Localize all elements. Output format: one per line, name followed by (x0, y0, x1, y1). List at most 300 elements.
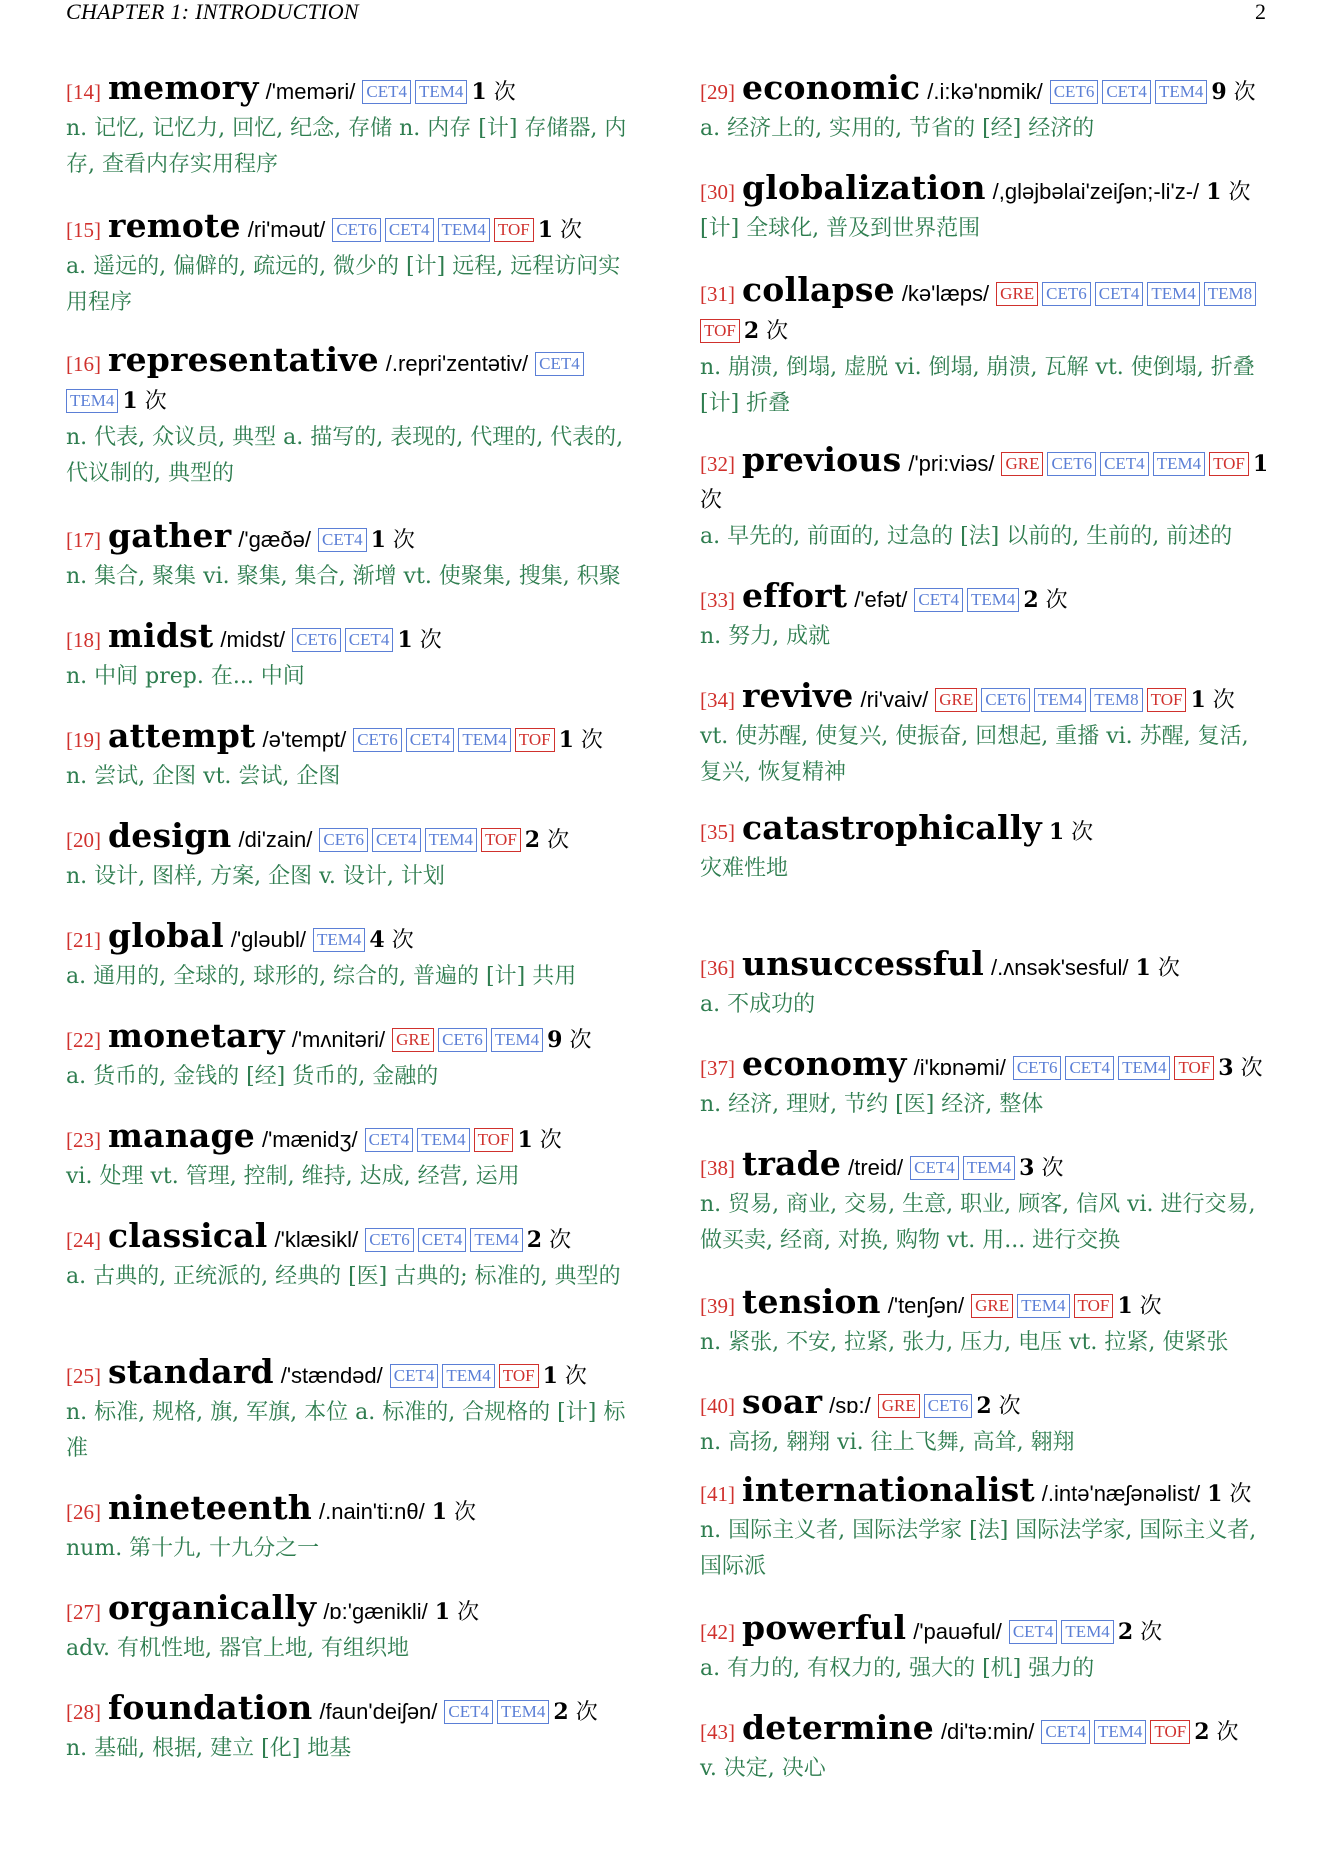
entry-headline (700, 1046, 1272, 1087)
exam-tag: TOF (1209, 452, 1249, 476)
headword: revive (742, 676, 854, 715)
definition: adv. 有机性地, 器官上地, 有组织地 (66, 1636, 409, 1661)
phonetic: /i'kɒnəmi/ (913, 1055, 1006, 1080)
exam-tag: TEM4 (470, 1228, 522, 1252)
definition: a. 不成功的 (700, 992, 816, 1017)
frequency (559, 728, 603, 753)
definition: n. 崩溃, 倒塌, 虚脱 vi. 倒塌, 崩溃, 瓦解 vt. 使倒塌, 折叠 [计] 折叠 (700, 355, 1255, 416)
frequency (1118, 1620, 1162, 1645)
headword: gather (108, 516, 232, 555)
exam-tag: TEM4 (442, 1364, 494, 1388)
entry-headline (700, 70, 1272, 111)
frequency (538, 218, 582, 243)
phonetic: /.nain'ti:nθ/ (318, 1499, 425, 1524)
exam-tag: TOF (1147, 688, 1187, 712)
headword: remote (108, 206, 241, 245)
vocab-entry (66, 1490, 638, 1567)
frequency-count: 1 (542, 1363, 558, 1389)
exam-tag: CET4 (444, 1700, 493, 1724)
frequency-unit: 次 (569, 1028, 592, 1053)
phonetic: /ə'tempt/ (262, 727, 347, 752)
frequency-count: 1 (537, 217, 554, 243)
vocab-entry (700, 442, 1272, 555)
frequency-unit: 次 (580, 728, 603, 753)
frequency-count: 1 (1117, 1293, 1133, 1319)
phonetic: /ri'vaiv/ (860, 687, 929, 712)
phonetic: /kə'læps/ (901, 281, 990, 306)
exam-tag: CET4 (362, 80, 411, 104)
vocab-entry (66, 718, 638, 795)
vocab-entry (66, 918, 638, 995)
exam-tag: TEM4 (415, 80, 467, 104)
definition: a. 遥远的, 偏僻的, 疏远的, 微少的 [计] 远程, 远程访问实用程序 (66, 254, 621, 315)
page-header (66, 0, 1266, 28)
exam-tag: TOF (515, 728, 555, 752)
exam-tag: TEM4 (425, 828, 477, 852)
exam-tag: CET4 (1102, 80, 1151, 104)
exam-tag: CET4 (345, 628, 394, 652)
vocab-entry (700, 70, 1272, 147)
frequency-unit: 次 (1139, 1294, 1162, 1319)
exam-tag: TEM4 (1061, 1620, 1113, 1644)
entry-headline (700, 442, 1272, 519)
frequency-count: 2 (743, 318, 760, 344)
frequency (1206, 180, 1250, 205)
vocab-entry (66, 1690, 638, 1767)
exam-tag: CET6 (365, 1228, 414, 1252)
entry-headline (66, 1118, 638, 1159)
headword: effort (742, 576, 848, 615)
page-number: 2 (1255, 0, 1266, 24)
frequency-unit: 次 (493, 80, 516, 105)
frequency (122, 389, 166, 414)
exam-tag: TOF (700, 319, 740, 343)
entry-index: [33] (700, 588, 735, 612)
entry-headline (700, 1284, 1272, 1325)
frequency-unit: 次 (700, 488, 723, 513)
phonetic: /ɒ:'gænikli/ (323, 1599, 428, 1624)
entry-headline (66, 208, 638, 249)
headword: powerful (742, 1608, 907, 1647)
frequency-count: 1 (471, 79, 487, 105)
frequency-unit: 次 (766, 319, 789, 344)
vocab-entry (700, 1284, 1272, 1361)
frequency-unit: 次 (1228, 180, 1251, 205)
definition: v. 决定, 决心 (700, 1756, 826, 1781)
frequency (397, 628, 441, 653)
headword: midst (108, 616, 214, 655)
frequency (369, 928, 413, 953)
phonetic: /,gləjbəlai'zeiʃən;-li'z-/ (992, 179, 1200, 204)
definition: n. 高扬, 翱翔 vi. 往上飞舞, 高耸, 翱翔 (700, 1430, 1075, 1455)
definition: a. 通用的, 全球的, 球形的, 综合的, 普遍的 [计] 共用 (66, 964, 577, 989)
vocab-entry (700, 272, 1272, 422)
frequency (435, 1600, 479, 1625)
definition: n. 国际主义者, 国际法学家 [法] 国际法学家, 国际主义者, 国际派 (700, 1518, 1257, 1579)
definition: num. 第十九, 十九分之一 (66, 1536, 320, 1561)
entry-headline (700, 170, 1272, 211)
exam-tag: GRE (971, 1294, 1013, 1318)
entry-headline (66, 342, 638, 420)
exam-tag: TEM4 (1034, 688, 1086, 712)
headword: attempt (108, 716, 256, 755)
exam-tag: TEM4 (1155, 80, 1207, 104)
headword: organically (108, 1588, 317, 1627)
entry-headline (700, 946, 1272, 987)
exam-tag: TEM4 (967, 588, 1019, 612)
frequency (976, 1394, 1020, 1419)
frequency-count: 3 (1218, 1055, 1234, 1081)
entry-index: [32] (700, 452, 735, 476)
entry-index: [28] (66, 1700, 101, 1724)
frequency (1194, 1720, 1238, 1745)
exam-tag: GRE (1001, 452, 1043, 476)
frequency-count: 1 (1190, 687, 1206, 713)
headword: previous (742, 440, 902, 479)
headword: soar (742, 1382, 823, 1421)
phonetic: /.intə'næʃənəlist/ (1041, 1481, 1201, 1506)
frequency-count: 1 (1207, 1481, 1223, 1507)
frequency-count: 2 (524, 827, 541, 853)
phonetic: /treid/ (848, 1155, 904, 1180)
frequency-unit: 次 (1045, 588, 1068, 613)
vocab-entry (66, 1218, 638, 1295)
frequency-unit: 次 (549, 1228, 572, 1253)
frequency (527, 1228, 571, 1253)
definition: n. 基础, 根据, 建立 [化] 地基 (66, 1736, 352, 1761)
exam-tag: CET6 (924, 1394, 973, 1418)
definition: 灾难性地 (700, 856, 789, 881)
frequency-count: 2 (976, 1393, 992, 1419)
frequency (553, 1700, 597, 1725)
entry-index: [19] (66, 728, 101, 752)
exam-tag: CET4 (1100, 452, 1149, 476)
entry-headline (700, 1146, 1272, 1187)
exam-tag: GRE (392, 1028, 434, 1052)
definition: n. 努力, 成就 (700, 624, 831, 649)
frequency (1019, 1156, 1063, 1181)
exam-tag: CET6 (353, 728, 402, 752)
headword: classical (108, 1216, 268, 1255)
entry-index: [18] (66, 628, 101, 652)
definition: vt. 使苏醒, 使复兴, 使振奋, 回想起, 重播 vi. 苏醒, 复活, 复兴, 恢复精神 (700, 724, 1249, 785)
exam-tag: TEM8 (1090, 688, 1142, 712)
frequency-count: 1 (517, 1127, 533, 1153)
frequency-unit: 次 (392, 528, 415, 553)
entry-headline (66, 1590, 638, 1631)
entry-headline (66, 1490, 638, 1531)
phonetic: /.ʌnsək'sesful/ (991, 955, 1129, 980)
frequency (517, 1128, 561, 1153)
definition: [计] 全球化, 普及到世界范围 (700, 216, 981, 241)
exam-tag: GRE (878, 1394, 920, 1418)
exam-tag: TOF (1150, 1720, 1190, 1744)
entry-headline (700, 810, 1272, 851)
entry-index: [25] (66, 1364, 101, 1388)
frequency-count: 2 (526, 1227, 543, 1253)
exam-tag: CET4 (910, 1156, 959, 1180)
definition: n. 贸易, 商业, 交易, 生意, 职业, 顾客, 信风 vi. 进行交易, 做买卖, 经商, 对换, 购物 vt. 用... 进行交换 (700, 1192, 1256, 1253)
exam-tag: TOF (1074, 1294, 1114, 1318)
entry-index: [36] (700, 956, 735, 980)
frequency-count: 9 (1211, 79, 1227, 105)
headword: manage (108, 1116, 255, 1155)
exam-tag: CET4 (1041, 1720, 1090, 1744)
phonetic: /'mʌnitəri/ (291, 1027, 386, 1052)
headword: monetary (108, 1016, 285, 1055)
exam-tag: TEM4 (1118, 1056, 1170, 1080)
frequency (744, 319, 788, 344)
frequency-unit: 次 (560, 218, 583, 243)
frequency-unit: 次 (539, 1128, 562, 1153)
frequency-count: 2 (553, 1699, 569, 1725)
frequency (432, 1500, 476, 1525)
entry-index: [42] (700, 1620, 735, 1644)
entry-headline (700, 272, 1272, 350)
definition: a. 早先的, 前面的, 过急的 [法] 以前的, 生前的, 前述的 (700, 524, 1233, 549)
vocab-entry (66, 518, 638, 595)
entry-index: [23] (66, 1128, 101, 1152)
frequency (471, 80, 515, 105)
exam-tag: TEM4 (963, 1156, 1015, 1180)
exam-tag: TOF (481, 828, 521, 852)
definition: a. 有力的, 有权力的, 强大的 [机] 强力的 (700, 1656, 1095, 1681)
vocab-entry (700, 1610, 1272, 1687)
frequency-count: 1 (1135, 955, 1151, 981)
phonetic: /'gæðə/ (238, 527, 311, 552)
entry-index: [27] (66, 1600, 101, 1624)
exam-tag: CET4 (365, 1128, 414, 1152)
frequency-unit: 次 (457, 1600, 480, 1625)
definition: n. 经济, 理财, 节约 [医] 经济, 整体 (700, 1092, 1044, 1117)
entry-headline (66, 518, 638, 559)
phonetic: /.i:kə'nɒmik/ (927, 79, 1043, 104)
exam-tag: TEM8 (1204, 282, 1256, 306)
phonetic: /'gləubl/ (230, 927, 306, 952)
frequency-unit: 次 (1212, 688, 1235, 713)
exam-tag: CET6 (319, 828, 368, 852)
frequency-count: 1 (1252, 451, 1269, 477)
exam-tag: TEM4 (1094, 1720, 1146, 1744)
entry-index: [38] (700, 1156, 735, 1180)
phonetic: /'meməri/ (265, 79, 356, 104)
phonetic: /'klæsikl/ (274, 1227, 359, 1252)
definition: n. 尝试, 企图 vt. 尝试, 企图 (66, 764, 341, 789)
headword: internationalist (742, 1470, 1035, 1509)
exam-tag: GRE (935, 688, 977, 712)
chapter-title: CHAPTER 1: INTRODUCTION (66, 0, 359, 24)
exam-tag: TOF (474, 1128, 514, 1152)
definition: n. 紧张, 不安, 拉紧, 张力, 压力, 电压 vt. 拉紧, 使紧张 (700, 1330, 1229, 1355)
headword: catastrophically (742, 808, 1042, 847)
exam-tag: CET4 (318, 528, 367, 552)
entry-index: [31] (700, 282, 735, 306)
phonetic: /.repri'zentətiv/ (385, 351, 529, 376)
entry-headline (700, 1710, 1272, 1751)
exam-tag: GRE (996, 282, 1038, 306)
entry-index: [30] (700, 180, 735, 204)
entry-index: [34] (700, 688, 735, 712)
entry-headline (66, 70, 638, 111)
phonetic: /midst/ (220, 627, 286, 652)
phonetic: /sɒ:/ (829, 1393, 871, 1418)
frequency-unit: 次 (575, 1700, 598, 1725)
headword: standard (108, 1352, 274, 1391)
entry-index: [24] (66, 1228, 101, 1252)
vocab-entry (700, 810, 1272, 887)
definition: n. 标准, 规格, 旗, 军旗, 本位 a. 标准的, 合规格的 [计] 标准 (66, 1400, 626, 1461)
frequency (371, 528, 415, 553)
headword: determine (742, 1708, 934, 1747)
exam-tag: TEM4 (458, 728, 510, 752)
vocab-entry (66, 70, 638, 183)
headword: globalization (742, 168, 986, 207)
frequency-count: 1 (431, 1499, 448, 1525)
frequency-count: 2 (1023, 587, 1039, 613)
entry-headline (66, 618, 638, 659)
phonetic: /di'zain/ (238, 827, 313, 852)
exam-tag: TOF (499, 1364, 539, 1388)
frequency-count: 4 (369, 927, 385, 953)
vocab-entry (700, 1472, 1272, 1585)
definition: n. 设计, 图样, 方案, 企图 v. 设计, 计划 (66, 864, 445, 889)
frequency-count: 1 (558, 727, 574, 753)
frequency (1136, 956, 1180, 981)
phonetic: /di'tə:min/ (940, 1719, 1035, 1744)
definition: a. 古典的, 正统派的, 经典的 [医] 古典的; 标准的, 典型的 (66, 1264, 621, 1289)
phonetic: /'efət/ (854, 587, 908, 612)
exam-tag: TOF (494, 218, 534, 242)
exam-tag: TEM4 (417, 1128, 469, 1152)
vocab-entry (700, 946, 1272, 1023)
entry-index: [15] (66, 218, 101, 242)
vocab-entry (66, 1018, 638, 1095)
exam-tag: TEM4 (1153, 452, 1205, 476)
frequency-count: 1 (122, 388, 138, 414)
phonetic: /'stændəd/ (280, 1363, 383, 1388)
exam-tag: CET4 (1095, 282, 1144, 306)
vocab-entry (700, 170, 1272, 247)
exam-tag: TEM4 (1147, 282, 1199, 306)
entry-headline (700, 1384, 1272, 1425)
entry-index: [14] (66, 80, 101, 104)
definition: n. 中间 prep. 在... 中间 (66, 664, 305, 689)
entry-headline (700, 578, 1272, 619)
headword: nineteenth (108, 1488, 312, 1527)
entry-headline (66, 1018, 638, 1059)
headword: trade (742, 1144, 842, 1183)
frequency-count: 1 (397, 627, 413, 653)
headword: representative (108, 340, 379, 379)
entry-index: [43] (700, 1720, 735, 1744)
vocab-entry (700, 1710, 1272, 1787)
entry-index: [41] (700, 1482, 735, 1506)
headword: unsuccessful (742, 944, 985, 983)
headword: economy (742, 1044, 907, 1083)
frequency (1211, 80, 1255, 105)
entry-headline (66, 1218, 638, 1259)
frequency (1023, 588, 1067, 613)
entry-index: [37] (700, 1056, 735, 1080)
exam-tag: CET4 (372, 828, 421, 852)
entry-index: [26] (66, 1500, 101, 1524)
phonetic: /'mænidʒ/ (261, 1127, 358, 1152)
phonetic: /'pauəful/ (913, 1619, 1002, 1644)
exam-tag: CET6 (438, 1028, 487, 1052)
frequency-unit: 次 (391, 928, 414, 953)
exam-tag: TEM4 (1017, 1294, 1069, 1318)
frequency (547, 1028, 591, 1053)
entry-headline (700, 1472, 1272, 1513)
exam-tag: CET6 (1050, 80, 1099, 104)
frequency-unit: 次 (1157, 956, 1180, 981)
exam-tag: CET4 (1065, 1056, 1114, 1080)
headword: global (108, 916, 224, 955)
vocab-entry (66, 1354, 638, 1467)
frequency-count: 1 (1206, 179, 1222, 205)
frequency-unit: 次 (1041, 1156, 1064, 1181)
entry-index: [21] (66, 928, 101, 952)
entry-headline (700, 678, 1272, 719)
frequency (1190, 688, 1234, 713)
frequency-unit: 次 (1071, 820, 1094, 845)
frequency-unit: 次 (547, 828, 570, 853)
entry-index: [39] (700, 1294, 735, 1318)
vocab-entry (700, 678, 1272, 791)
frequency-count: 3 (1019, 1155, 1035, 1181)
exam-tag: TOF (1174, 1056, 1214, 1080)
exam-tag: CET6 (981, 688, 1030, 712)
frequency-unit: 次 (998, 1394, 1021, 1419)
headword: design (108, 816, 232, 855)
frequency-unit: 次 (1140, 1620, 1163, 1645)
vocab-entry (66, 1118, 638, 1195)
definition: a. 经济上的, 实用的, 节省的 [经] 经济的 (700, 116, 1095, 141)
headword: memory (108, 68, 259, 107)
headword: economic (742, 68, 921, 107)
frequency-unit: 次 (1240, 1056, 1263, 1081)
vocab-entry (700, 578, 1272, 655)
frequency (1218, 1056, 1262, 1081)
frequency-unit: 次 (419, 628, 442, 653)
frequency-count: 2 (1117, 1619, 1134, 1645)
exam-tag: TEM4 (497, 1700, 549, 1724)
vocab-entry (66, 342, 638, 492)
frequency-count: 1 (434, 1599, 451, 1625)
exam-tag: CET6 (1047, 452, 1096, 476)
exam-tag: CET6 (1013, 1056, 1062, 1080)
entry-index: [40] (700, 1394, 735, 1418)
frequency-unit: 次 (454, 1500, 477, 1525)
definition: vi. 处理 vt. 管理, 控制, 维持, 达成, 经营, 运用 (66, 1164, 520, 1189)
entry-headline (66, 1690, 638, 1731)
definition: n. 代表, 众议员, 典型 a. 描写的, 表现的, 代理的, 代表的, 代议制的, 典型的 (66, 425, 624, 486)
entry-headline (66, 918, 638, 959)
exam-tag: CET4 (1009, 1620, 1058, 1644)
phonetic: /'pri:viəs/ (908, 451, 995, 476)
frequency-unit: 次 (1229, 1482, 1252, 1507)
entry-index: [20] (66, 828, 101, 852)
vocab-entry (66, 1590, 638, 1667)
headword: foundation (108, 1688, 313, 1727)
exam-tag: CET4 (535, 352, 584, 376)
vocab-entry (66, 818, 638, 895)
frequency-unit: 次 (1233, 80, 1256, 105)
exam-tag: CET4 (385, 218, 434, 242)
exam-tag: CET4 (406, 728, 455, 752)
vocab-entry (66, 618, 638, 695)
entry-index: [16] (66, 352, 101, 376)
